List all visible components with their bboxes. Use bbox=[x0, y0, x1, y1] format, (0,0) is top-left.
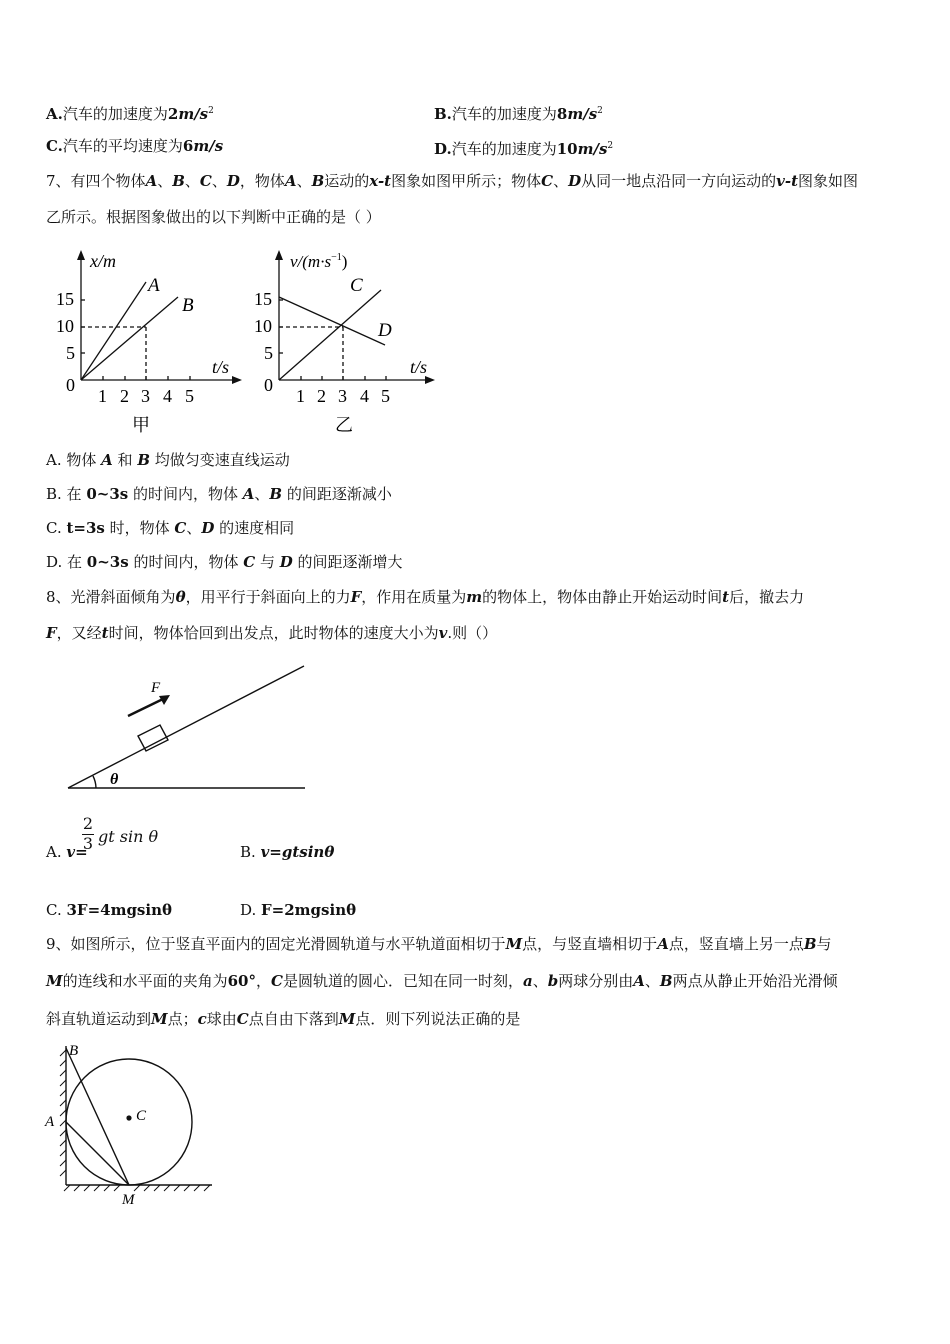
graph-yi-x-arrow bbox=[425, 376, 435, 384]
graph-yi-label-c: C bbox=[350, 275, 363, 296]
q8-option-c: C. 3F=4mgsinθ bbox=[46, 901, 172, 919]
graph-jia-line-b bbox=[81, 297, 178, 380]
graph-yi-line-d bbox=[279, 297, 385, 345]
angle-label: θ bbox=[110, 771, 119, 788]
q6-option-a: A.汽车的加速度为$2m/s^2$ bbox=[46, 105, 214, 123]
graph-yi-vt bbox=[254, 245, 448, 440]
graph-yi-xtick-2: 2 bbox=[317, 386, 326, 406]
graph-yi-xtick-1: 1 bbox=[296, 386, 305, 406]
q8-stem-line1: 8、光滑斜面倾角为θ，用平行于斜面向上的力F，作用在质量为m的物体上，物体由静止开始运动时间t后，撤去力 bbox=[46, 588, 805, 606]
circle-track-figure bbox=[40, 1038, 220, 1210]
graph-yi-xlabel: t/s bbox=[410, 357, 428, 377]
q9-stem-line1: 9、如图所示，位于竖直平面内的固定光滑圆轨道与水平轨道面相切于M点，与竖直墙相切于A点，竖直墙上另一点B与 bbox=[46, 935, 832, 953]
q7-option-b: B. 在 0~3s 的时间内，物体 A、B 的间距逐渐减小 bbox=[46, 485, 392, 503]
q7-stem-line2: 乙所示。根据图象做出的以下判断中正确的是（ ） bbox=[46, 208, 381, 226]
circle-track bbox=[66, 1059, 192, 1185]
ground-hatch bbox=[64, 1185, 210, 1191]
graph-jia-x-arrow bbox=[232, 376, 242, 384]
label-b: B bbox=[69, 1043, 79, 1059]
incline-slope bbox=[68, 666, 304, 788]
graph-jia-xtick-5: 5 bbox=[185, 386, 194, 406]
track-b-m bbox=[66, 1048, 129, 1185]
q7-option-c: C. t=3s 时，物体 C、D 的速度相同 bbox=[46, 519, 295, 537]
graph-jia-ytick-5: 5 bbox=[66, 343, 75, 363]
graph-jia-xlabel: t/s bbox=[212, 357, 230, 377]
center-dot bbox=[126, 1115, 131, 1120]
q6-option-b: B.汽车的加速度为$8m/s^2$ bbox=[434, 105, 603, 123]
graph-jia-ytick-10: 10 bbox=[56, 316, 74, 336]
graph-yi-ytick-10: 10 bbox=[254, 316, 272, 336]
graph-yi-ticks bbox=[279, 300, 386, 380]
graph-yi-ylabel: $v/(m\cdot s^{-1})$ bbox=[290, 252, 348, 271]
graph-jia-xtick-4: 4 bbox=[163, 386, 172, 406]
graph-yi-caption: 乙 bbox=[335, 415, 353, 435]
incline-angle-arc bbox=[93, 776, 96, 788]
graph-yi-ytick-0: 0 bbox=[264, 375, 273, 395]
force-arrow-line bbox=[128, 699, 163, 716]
graph-jia-xt bbox=[56, 245, 250, 440]
q7-option-d: D. 在 0~3s 的时间内，物体 C 与 D 的间距逐渐增大 bbox=[46, 553, 403, 571]
q8-option-d: D. F=2mgsinθ bbox=[240, 901, 357, 919]
track-a-m bbox=[66, 1122, 129, 1185]
graph-yi-y-arrow bbox=[275, 250, 283, 260]
graph-yi-xtick-3: 3 bbox=[338, 386, 347, 406]
graph-jia-xtick-3: 3 bbox=[141, 386, 150, 406]
graph-jia-ticks bbox=[81, 300, 190, 380]
graph-jia-line-a bbox=[81, 282, 146, 380]
q8-option-a-expr: gt sin θ bbox=[98, 827, 159, 846]
q8-stem-line2: F，又经t时间，物体恰回到出发点，此时物体的速度大小为v.则（） bbox=[46, 624, 498, 642]
graph-jia-y-arrow bbox=[77, 250, 85, 260]
graph-jia-label-a: A bbox=[148, 275, 160, 296]
incline-figure bbox=[60, 660, 330, 810]
graph-jia-ytick-15: 15 bbox=[56, 289, 74, 309]
graph-jia-ytick-0: 0 bbox=[66, 375, 75, 395]
label-c: C bbox=[136, 1108, 147, 1124]
graph-jia-caption: 甲 bbox=[132, 415, 150, 435]
graph-yi-ytick-5: 5 bbox=[264, 343, 273, 363]
fraction-2-3: $\frac{2}{3}$ bbox=[82, 814, 94, 853]
graph-jia-xtick-2: 2 bbox=[120, 386, 129, 406]
q6-option-c: C.汽车的平均速度为6m/s bbox=[46, 137, 224, 155]
graph-yi-xtick-5: 5 bbox=[381, 386, 390, 406]
q7-option-a: A. 物体 A 和 B 均做匀变速直线运动 bbox=[46, 451, 290, 469]
q8-option-a: A. v= bbox=[46, 843, 88, 861]
label-m: M bbox=[122, 1192, 135, 1208]
wall-hatch bbox=[60, 1050, 66, 1176]
graph-jia-ylabel: x/m bbox=[90, 251, 116, 271]
q7-stem-line1: 7、有四个物体A、B、C、D，物体A、B运动的x-t图象如图甲所示；物体C、D从同一地点沿同一方向运动的v-t图象如图 bbox=[46, 172, 859, 190]
graph-yi-xtick-4: 4 bbox=[360, 386, 369, 406]
label-a: A bbox=[45, 1114, 55, 1130]
q9-stem-line3: 斜直轨道运动到M点；c球由C点自由下落到M点．则下列说法正确的是 bbox=[46, 1010, 521, 1028]
graph-yi-label-d: D bbox=[378, 320, 392, 341]
q8-option-b: B. v=gtsinθ bbox=[240, 843, 335, 861]
q6-option-d: D.汽车的加速度为$10m/s^2$ bbox=[434, 140, 614, 158]
graph-jia-xtick-1: 1 bbox=[98, 386, 107, 406]
graph-jia-label-b: B bbox=[182, 295, 194, 316]
q9-stem-line2: M的连线和水平面的夹角为60°，C是圆轨道的圆心．已知在同一时刻，a、b两球分别由A、B两点从静止开始沿光滑倾 bbox=[46, 972, 838, 990]
graph-yi-ytick-15: 15 bbox=[254, 289, 272, 309]
force-label: F bbox=[151, 680, 161, 696]
